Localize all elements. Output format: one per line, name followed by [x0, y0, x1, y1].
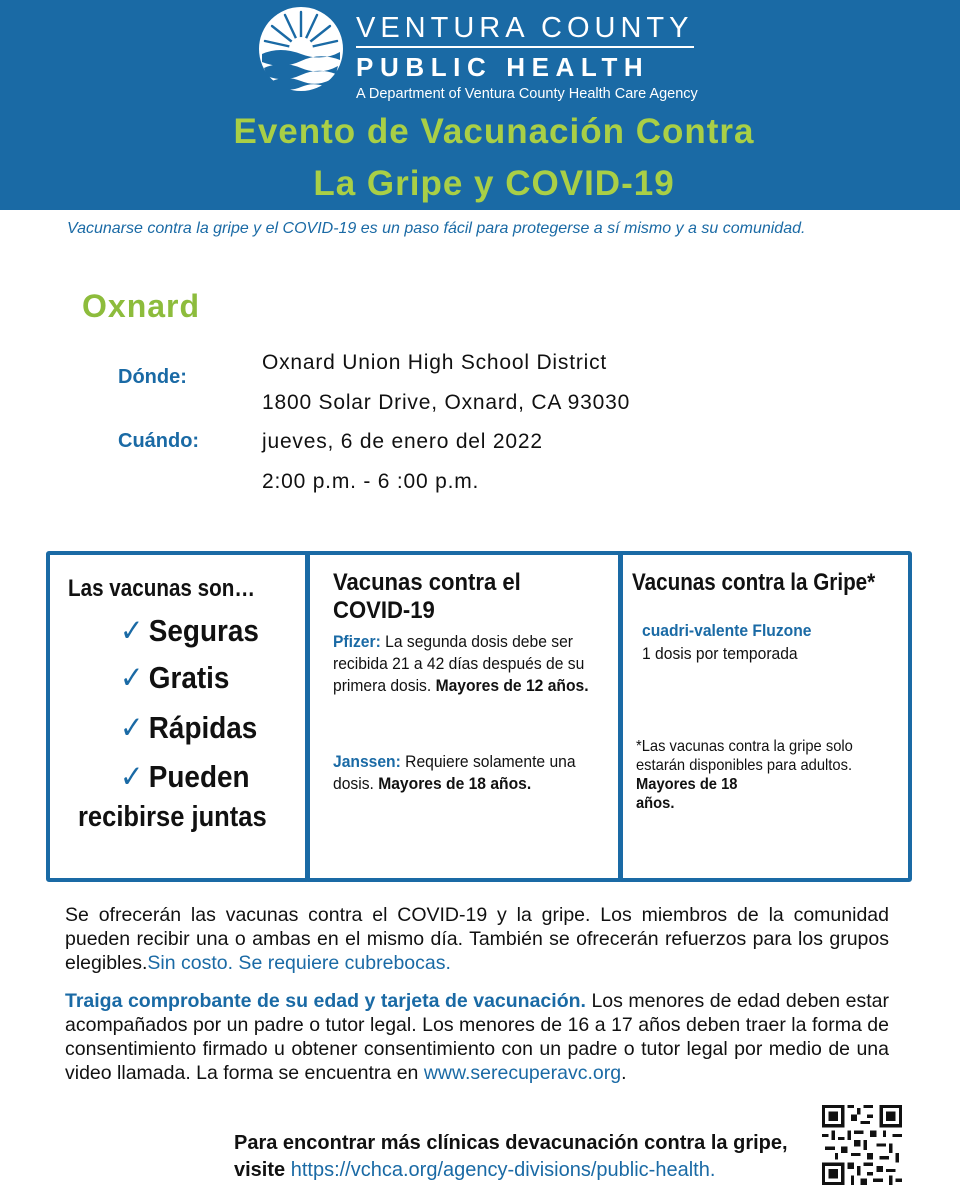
vaccines-are-heading: Las vacunas son…	[68, 575, 255, 602]
org-department: A Department of Ventura County Health Care Agency	[356, 86, 698, 102]
flu-vaccines-box	[618, 551, 912, 882]
benefit-label: Pueden	[148, 759, 250, 794]
requirements-highlight: Traiga comprobante de su edad y tarjeta de vacunación.	[65, 990, 586, 1012]
benefit-label: Gratis	[148, 660, 230, 695]
flu-vaccines-heading: Vacunas contra la Gripe*	[632, 569, 876, 596]
consent-form-link[interactable]: www.serecuperavc.org	[423, 1062, 622, 1084]
org-name-line2: PUBLIC HEALTH	[356, 52, 650, 82]
header-banner	[0, 0, 960, 210]
event-city: Oxnard	[82, 288, 201, 324]
check-icon: ✓	[120, 660, 144, 695]
qr-code-icon[interactable]	[822, 1105, 902, 1185]
offer-paragraph	[65, 903, 889, 975]
flu-note	[636, 737, 903, 813]
requirements-end: .	[621, 1062, 627, 1084]
county-logo	[258, 6, 698, 102]
flu-vaccine-name: cuadri-valente Fluzone	[642, 621, 812, 640]
check-icon: ✓	[120, 613, 144, 648]
check-icon: ✓	[120, 759, 144, 794]
where-line2: 1800 Solar Drive, Oxnard, CA 93030	[262, 391, 631, 414]
county-logo-icon	[258, 6, 344, 92]
benefit-label: Seguras	[148, 613, 259, 648]
flu-note-text: *Las vacunas contra la gripe solo estarán disponibles para adultos.	[636, 738, 853, 774]
janssen-age: Mayores de 18 años.	[378, 774, 532, 793]
benefit-item	[120, 613, 259, 649]
when-date: jueves, 6 de enero del 2022	[262, 430, 543, 453]
flu-note-age-2: años.	[636, 795, 675, 812]
requirements-paragraph	[65, 989, 889, 1085]
offer-highlight: Sin costo. Se requiere cubrebocas.	[147, 952, 451, 974]
flu-note-age-1: Mayores de 18	[636, 776, 738, 793]
pfizer-info	[333, 631, 600, 697]
check-icon: ✓	[120, 710, 144, 745]
event-title-line1: Evento de Vacunación Contra	[233, 112, 755, 151]
benefit-item	[120, 759, 250, 795]
where-label: Dónde:	[118, 366, 187, 388]
janssen-info	[333, 751, 600, 795]
footer-text	[234, 1130, 824, 1184]
benefit-item-continued: recibirse juntas	[78, 801, 267, 833]
benefit-item	[120, 710, 257, 746]
pfizer-text: La segunda dosis debe ser recibida 21 a 42 días después de su primera dosis.	[333, 632, 585, 695]
flu-vaccine-dose: 1 dosis por temporada	[642, 644, 798, 663]
footer-label: Para encontrar más clínicas devacunación contra la gripe, visite	[234, 1132, 788, 1181]
janssen-text: Requiere solamente una dosis.	[333, 752, 576, 793]
benefit-label: Rápidas	[148, 710, 258, 745]
when-time: 2:00 p.m. - 6 :00 p.m.	[262, 470, 480, 493]
when-label: Cuándo:	[118, 430, 200, 452]
event-title-line2: La Gripe y COVID-19	[313, 164, 675, 203]
offer-text: Se ofrecerán las vacunas contra el COVID-19 y la gripe. Los miembros de la comunidad pueden recibir una o ambas en el mismo día. También se ofrecerán refuerzos para los grupos elegibles.	[65, 904, 889, 974]
logo-divider	[356, 46, 694, 48]
pfizer-label: Pfizer:	[333, 632, 381, 651]
vaccines-are-box	[46, 551, 310, 882]
requirements-text: Los menores de edad deben estar acompañados por un padre o tutor legal. Los menores de 16 a 17 años deben traer la forma de consentimiento firmado u obtener consentimiento con un padre o tutor legal por medio de una video llamada. La forma se encuentra en	[65, 990, 889, 1084]
pfizer-age: Mayores de 12 años.	[435, 676, 589, 695]
janssen-label: Janssen:	[333, 752, 401, 771]
where-line1: Oxnard Union High School District	[262, 351, 608, 374]
event-title	[0, 106, 960, 210]
org-name-line1: VENTURA COUNTY	[356, 12, 694, 44]
covid-vaccines-box	[305, 551, 623, 882]
public-health-link[interactable]: https://vchca.org/agency-divisions/public-health.	[290, 1159, 716, 1181]
covid-vaccines-heading: Vacunas contra el COVID-19	[333, 569, 521, 624]
benefit-item	[120, 660, 229, 696]
tagline: Vacunarse contra la gripe y el COVID-19 es un paso fácil para protegerse a sí mismo y a su comunidad.	[67, 220, 806, 237]
